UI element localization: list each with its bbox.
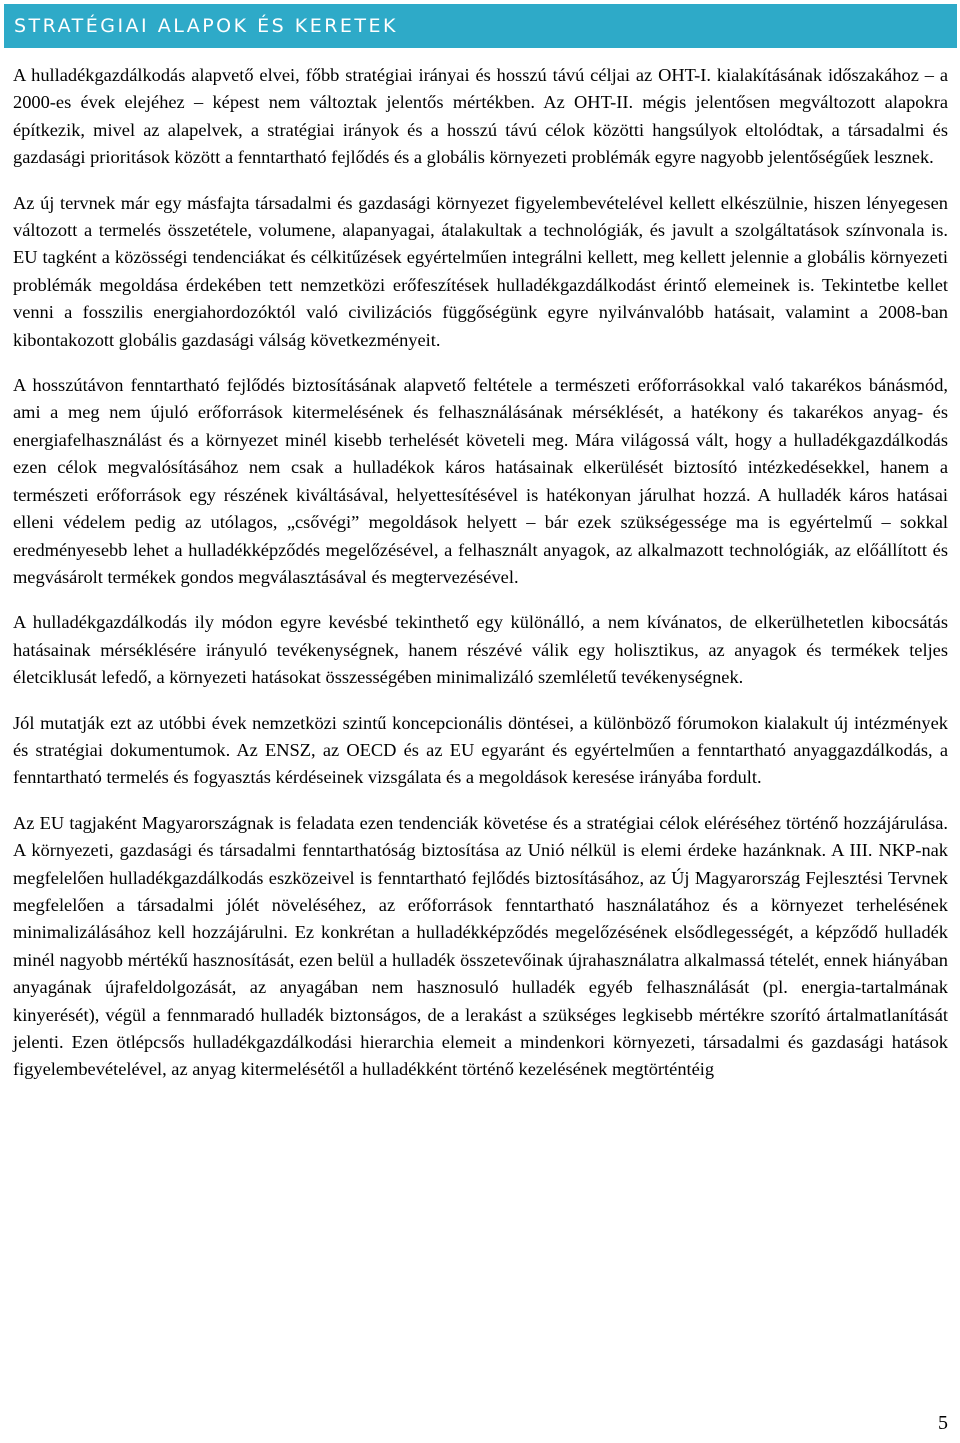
paragraph-3: A hosszútávon fenntartható fejlődés biztosításának alapvető feltétele a természeti erőforrásokkal való takarékos bánásmód, ami a meg nem újuló erőforrások kitermelésének és felhasználásának mérséklését, a hatékony és takarékos anyag- és energiafelhasználást és a környezet minél kisebb terhelését követeli meg. Mára világossá vált, hogy a hulladékgazdálkodás ezen célok megvalósításához nem csak a hulladékok káros hatásainak elkerülését biztosító intézkedésekkel, hanem a természeti erőforrások egy részének kiváltásával, helyettesítésével is hatékonyan járulhat hozzá. A hulladék káros hatásai elleni védelem pedig az utólagos, „csővégi” megoldások helyett – bár ezek szükségessége ma is egyértelmű – sokkal eredményesebb lehet a hulladékképződés megelőzésével, a felhasznált anyagok, az alkalmazott technológiák, az előállított és megvásárolt termékek gondos megválasztásával és megtervezésével. xyxy=(13,375,948,587)
page-number: 5 xyxy=(938,1412,948,1434)
section-header-bar xyxy=(4,4,957,48)
section-title: STRATÉGIAI ALAPOK ÉS KERETEK xyxy=(14,15,398,37)
paragraph-2: Az új tervnek már egy másfajta társadalmi és gazdasági környezet figyelembevételével kellett elkészülnie, hiszen lényegesen változott a termelés összetétele, volumene, alapanyagai, átalakultak a technológiák, és javult a szolgáltatások színvonala is. EU tagként a közösségi tendenciákat és célkitűzések egyértelműen integrálni kellett, meg kellett jelennie a globális környezeti problémák megoldása érdekében tett nemzetközi erőfeszítések hulladékgazdálkodást érintő elemeinek is. Tekintetbe kellet venni a fosszilis energiahordozóktól való civilizációs függőségünk egyre nyilvánvalóbb hatásait, valamint a 2008-ban kibontakozott globális gazdasági válság következményeit. xyxy=(13,192,948,350)
paragraph-4: A hulladékgazdálkodás ily módon egyre kevésbé tekinthető egy különálló, a nem kívánatos, de elkerülhetetlen kibocsátás hatásainak mérséklésére irányuló tevékenységnek, hanem részévé válik egy holisztikus, az anyagok és termékek teljes életciklusát lefedő, a környezeti hatásokat összességében minimalizáló szemléletű tevékenységnek. xyxy=(13,612,948,688)
paragraph-6: Az EU tagjaként Magyarországnak is feladata ezen tendenciák követése és a stratégiai célok eléréséhez történő hozzájárulása. A környezeti, gazdasági és társadalmi fenntarthatóság biztosítása az Unió nélkül is elemi érdeke hazánknak. A III. NKP-nak megfelelően hulladékgazdálkodás eszközeivel is fenntartható fejlődés biztosításához, az Új Magyarország Fejlesztési Tervnek megfelelően a társadalmi jólét növeléséhez, az erőforrások fenntartható használatához és a környezet terhelésének minimalizálásához kell hozzájárulni. Ez konkrétan a hulladékképződés megelőzésének elsődlegességét, a képződő hulladék minél nagyobb mértékű hasznosítását, ezen belül a hulladék összetevőinak újrahasználatra alkalmassá tételét, ennek hiányában anyagának újrafeldolgozását, az anyagában nem hasznosuló hulladék egyéb felhasználását (pl. energia-tartalmának kinyerését), végül a fennmaradó hulladék biztonságos, de a lerakást a szükséges legkisebb mértékre szorító ártalmatlanítását jelenti. Ezen ötlépcsős hulladékgazdálkodási hierarchia elemeit a mindenkori környezeti, társadalmi és gazdasági hatások figyelembevételével, az anyag kitermelésétől a hulladékként történő kezelésének megtörténtéig xyxy=(13,812,948,1080)
document-body xyxy=(13,62,948,1102)
paragraph-1: A hulladékgazdálkodás alapvető elvei, főbb stratégiai irányai és hosszú távú céljai az OHT-I. kialakításának időszakához – a 2000-es évek elejéhez – képest nem változtak jelentős mértékben. Az OHT-II. mégis jelentősen megváltozott alapokra építkezik, mivel az alapelvek, a stratégiai irányok és a hosszú távú célok közötti hangsúlyok eltolódtak, a társadalmi és gazdasági prioritások között a fenntartható fejlődés és a globális környezeti problémák egyre nagyobb jelentőségűek lesznek. xyxy=(13,65,948,168)
paragraph-5: Jól mutatják ezt az utóbbi évek nemzetközi szintű koncepcionális döntései, a különböző fórumokon kialakult új intézmények és stratégiai dokumentumok. Az ENSZ, az OECD és az EU egyaránt és egyértelműen a fenntartható anyaggazdálkodás, a fenntartható termelés és fogyasztás kérdéseinek vizsgálata és a megoldások keresése irányába fordult. xyxy=(13,712,948,788)
